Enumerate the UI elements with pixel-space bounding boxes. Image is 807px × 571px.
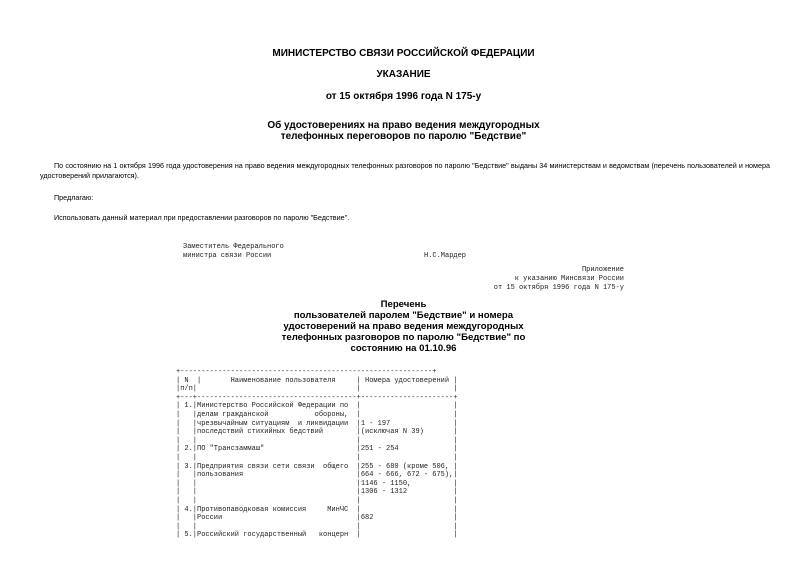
table-row: |п/п| | | [176,385,458,394]
users-table [176,368,457,540]
list-title-line4: телефонных разговоров по паролю "Бедствие" по [281,332,526,343]
list-title-line2: пользователей паролем "Бедствие" и номера [293,310,514,321]
appendix-line2: к указанию Минсвязи России [514,275,624,283]
ministry-heading: МИНИСТЕРСТВО СВЯЗИ РОССИЙСКОЙ ФЕДЕРАЦИИ [272,48,535,59]
signature-position-line2: министра связи России [183,252,272,260]
table-row: | N | Наименование пользователя | Номера удостоверений | [176,376,458,385]
signature-position-line1: Заместитель Федерального [183,243,284,251]
table-row: | |России |682 | [176,514,458,523]
paragraph-status: По состоянию на 1 октября 1996 года удостоверения на право ведения междугородных телефонных разговоров по паролю "Бедствие" выданы 34 министерствам и ведомствам (перечень пользователей и номера удостоверений прилагаются). [40,161,770,180]
table-row: | 5.|Российский государственный концерн | | [176,531,458,540]
document-date: от 15 октября 1996 года N 175-у [325,91,482,102]
table-row: | 1.|Министерство Российской Федерации по | | [176,402,458,411]
list-title-line3: удостоверений на право ведения междугородных [283,321,524,332]
table-row: | | |1306 - 1312 | [176,488,458,497]
table-row: | | | | [176,522,458,531]
table-row: | | |1146 - 1150, | [176,479,458,488]
list-title-line5: состоянию на 01.10.96 [350,343,457,354]
document-title-line1: Об удостоверениях на право ведения междугородных [267,120,540,131]
paragraph-instruction: Использовать данный материал при предоставлении разговоров по паролю "Бедствие". [54,213,350,222]
table-row: | 3.|Предприятия связи сети связи общего |255 - 680 (кроме 506, | [176,462,458,471]
list-title-line1: Перечень [380,299,427,310]
document-title-line2: телефонных переговоров по паролю "Бедствие" [280,131,527,142]
signature-name: Н.С.Мардер [424,252,467,260]
table-row: | |чрезвычайным ситуациям и ликвидации |1 - 197 | [176,419,458,428]
appendix-line3: от 15 октября 1996 года N 175-у [493,284,624,292]
table-row: +------------------------------------------------------------+ [176,368,437,376]
table-row: | | | | [176,453,458,462]
table-row: | | | | [176,436,458,445]
table-row: | 2.|ПО "Трансзаммаш" |251 - 254 | [176,445,458,454]
table-row: | |последствий стихийных бедствий |(исключая N 39) | [176,428,458,437]
table-row: | |пользования |664 - 666, 672 - 675),| [176,471,458,480]
table-row: | 4.|Противопаводковая комиссия МинЧС | | [176,505,458,514]
paragraph-propose: Предлагаю: [54,193,94,202]
table-row: | |делам гражданской обороны, | | [176,410,458,419]
table-row: +---+--------------------------------------+----------------------+ [176,393,458,402]
appendix-line1: Приложение [581,266,624,274]
document-type: УКАЗАНИЕ [376,69,431,80]
table-row: | | | | [176,496,458,505]
